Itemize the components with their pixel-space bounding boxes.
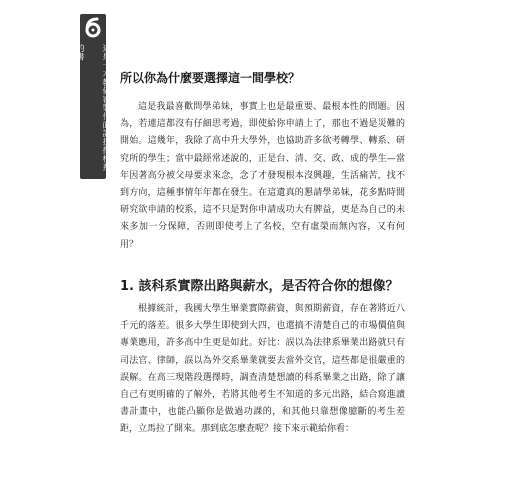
page-content — [120, 0, 405, 500]
sidebar-label: 這是一本教備審製作面試抉擇校系的書 — [76, 44, 111, 172]
section-heading-career-salary: 1. 該科系實際出路與薪水，是否符合你的想像？ — [120, 279, 399, 294]
section-paragraph-career-salary: 根據統計，我國大學生畢業實際薪資，與預期薪資，存在著將近八千元的落差。很多大學生即使到大四，也還搞不清楚自己的市場價值與專業應用，許多高中生更是如此。好比：誤以為法律系畢業出路就只有司法官、律師，誤以為外交系畢業就要去當外交官，這些都是很嚴重的誤解。在高三現階段選擇時，調查清楚想讀的科系畢業之出路，除了讓自己有更明確的了解外，若將其他考生不知道的多元出路，結合寫進讀書計畫中，也能凸顯你是做過功課的，和其他只靠想像臆斷的考生差距，立馬拉了開來。那到底怎麼查呢？接下來示範給你看： — [120, 304, 405, 435]
sidebar-tab — [76, 14, 111, 179]
section-paragraph-why-school: 這是我最喜歡問學弟妹，事實上也是最重要、最根本性的問題。因為，若連這都沒有仔細思考過，即使給你申請上了，那也不過是災難的開始。這幾年，我除了高中升大學外，也協助許多欲考轉學、轉系、研究所的學生；當中最經常述說的，正是台、清、交、政、成的學生—當年因著高分被父母要求來念，念了才發現根本沒興趣，生活痛苦，找不到方向，這種事情年年都在發生。在這遺真的懇請學弟妹，花多點時間研究欲申請的校系，這不只是對你申請成功大有脾益，更是為自己的未來多加一分保障，否則即使考上了名校，空有虛榮而無內容，又有何用？ — [120, 102, 405, 250]
section-heading-why-school: 所以你為什麼要選擇這一間學校？ — [120, 71, 301, 85]
stylized-6-logo-icon — [82, 16, 104, 40]
